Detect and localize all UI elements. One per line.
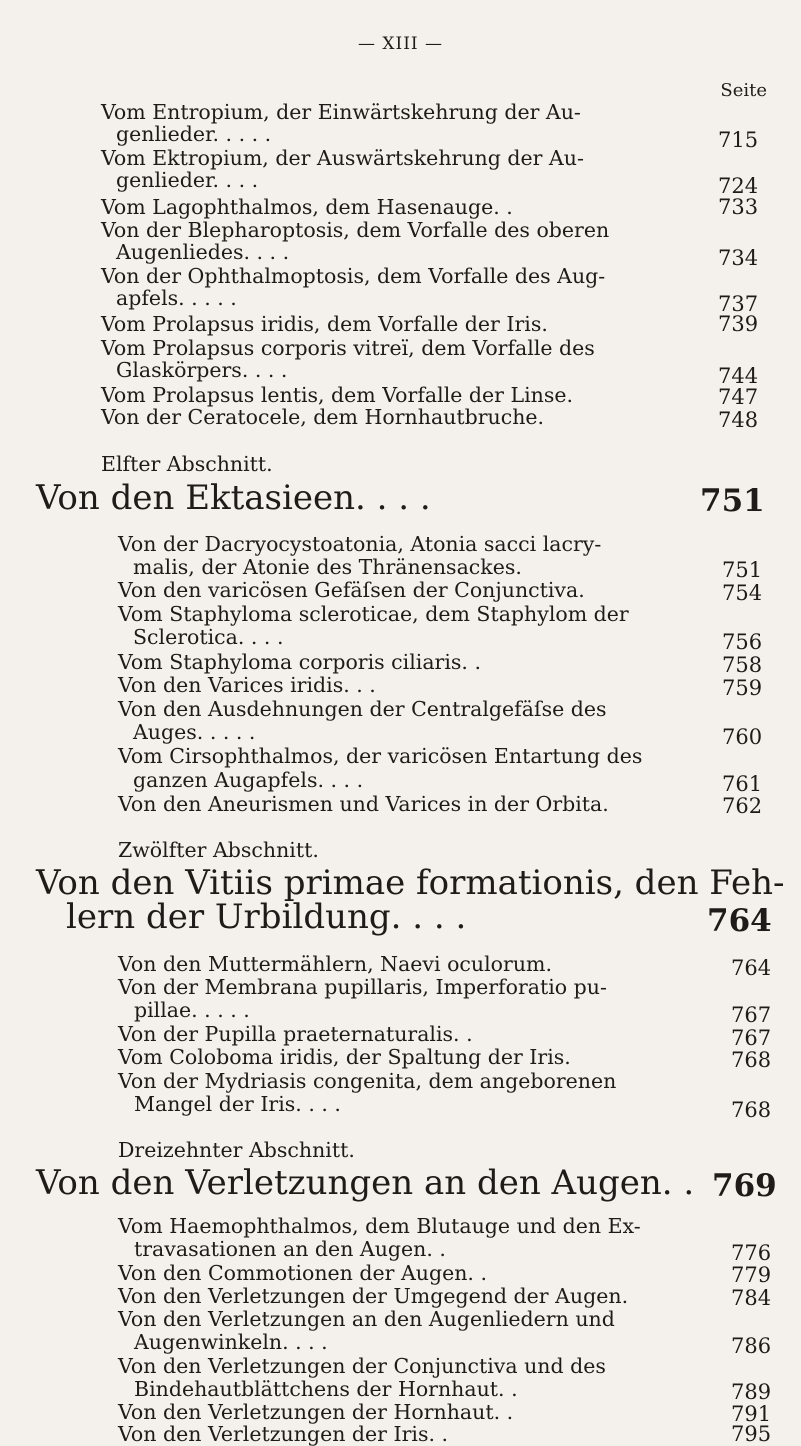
page-number: 748	[718, 408, 759, 432]
page-number: 724	[718, 174, 759, 198]
page-number: 776	[731, 1241, 772, 1265]
section-title: lern der Urbildung. . . .	[66, 897, 467, 937]
toc-line: Augenliedes. . . .	[116, 240, 290, 264]
section-label: Dreizehnter Abschnitt.	[118, 1138, 355, 1162]
page-number: 715	[718, 128, 759, 152]
page-number: 767	[731, 1003, 772, 1027]
toc-line: ganzen Augapfels. . . .	[133, 768, 364, 792]
toc-line: Von den Verletzungen der Conjunctiva und des	[118, 1354, 606, 1378]
toc-line: apfels. . . . .	[116, 286, 237, 310]
toc-line: Vom Prolapsus corporis vitreï, dem Vorfalle des	[101, 336, 595, 360]
toc-line: Vom Ektropium, der Auswärtskehrung der Au-	[101, 146, 584, 170]
toc-line: Von den Aneurismen und Varices in der Orbita.	[118, 792, 609, 816]
toc-line: Von der Mydriasis congenita, dem angeborenen	[118, 1069, 617, 1093]
toc-line: Von der Ophthalmoptosis, dem Vorfalle des Aug-	[101, 264, 606, 288]
toc-line: Glaskörpers. . . .	[116, 358, 288, 382]
toc-line: travasationen an den Augen. .	[134, 1237, 446, 1261]
page-number: 789	[731, 1380, 772, 1404]
seite-label: Seite	[720, 80, 767, 101]
page-number: 762	[722, 794, 763, 818]
section-label: Elfter Abschnitt.	[101, 452, 273, 476]
toc-line: Von der Dacryocystoatonia, Atonia sacci lacry-	[118, 532, 602, 556]
toc-line: Von den varicösen Gefäſsen der Conjunctiva.	[118, 578, 585, 602]
page-number: 761	[722, 772, 763, 796]
page-number: 760	[722, 725, 763, 749]
page-number: 733	[718, 195, 759, 219]
page-number: 756	[722, 630, 763, 654]
page-number: 769	[712, 1168, 777, 1204]
toc-line: Vom Cirsophthalmos, der varicösen Entartung des	[118, 744, 643, 768]
toc-line: Auges. . . . .	[133, 720, 256, 744]
toc-line: Von den Varices iridis. . .	[118, 673, 376, 697]
toc-line: Von den Muttermählern, Naevi oculorum.	[118, 952, 552, 976]
page-number: 768	[731, 1098, 772, 1122]
toc-line: Von den Verletzungen der Iris. .	[118, 1422, 449, 1446]
section-title: Von den Ektasieen. . . .	[36, 478, 431, 518]
toc-line: Vom Entropium, der Einwärtskehrung der Au-	[101, 100, 581, 124]
page-number: 779	[731, 1263, 772, 1287]
toc-line: Von der Ceratocele, dem Hornhautbruche.	[101, 405, 545, 429]
toc-line: Von den Commotionen der Augen. .	[118, 1261, 487, 1285]
toc-line: genlieder. . . .	[116, 168, 259, 192]
toc-line: Mangel der Iris. . . .	[134, 1092, 341, 1116]
page-number: 795	[731, 1422, 772, 1446]
page-header: — XIII —	[357, 34, 444, 54]
page-number: 784	[731, 1286, 772, 1310]
toc-line: Von der Pupilla praeternaturalis. .	[118, 1022, 473, 1046]
page-number: 764	[707, 903, 772, 939]
page-number: 791	[731, 1402, 772, 1426]
page-number: 754	[722, 581, 763, 605]
page-number: 764	[731, 956, 772, 980]
toc-line: Vom Prolapsus iridis, dem Vorfalle der Iris.	[101, 312, 548, 336]
toc-line: pillae. . . . .	[134, 998, 250, 1022]
toc-line: Von der Membrana pupillaris, Imperforatio pu-	[118, 975, 607, 999]
toc-line: Vom Staphyloma corporis ciliaris. .	[118, 650, 481, 674]
toc-line: Vom Lagophthalmos, dem Hasenauge. .	[101, 195, 513, 219]
page-number: 759	[722, 676, 763, 700]
toc-line: Augenwinkeln. . . .	[134, 1330, 328, 1354]
toc-line: malis, der Atonie des Thränensackes.	[133, 555, 522, 579]
toc-line: Von den Verletzungen an den Augenliedern und	[118, 1307, 615, 1331]
toc-line: genlieder. . . . .	[116, 122, 272, 146]
section-title: Von den Vitiis primae formationis, den Feh-	[36, 863, 785, 903]
toc-line: Vom Haemophthalmos, dem Blutauge und den Ex-	[118, 1214, 641, 1238]
page-number: 767	[731, 1026, 772, 1050]
toc-line: Von den Ausdehnungen der Centralgefäſse des	[118, 697, 607, 721]
section-label: Zwölfter Abschnitt.	[118, 838, 319, 862]
toc-line: Sclerotica. . . .	[133, 625, 284, 649]
page-number: 739	[718, 312, 759, 336]
toc-line: Bindehautblättchens der Hornhaut. .	[134, 1377, 518, 1401]
page-number: 744	[718, 364, 759, 388]
page-number: 747	[718, 385, 759, 409]
toc-line: Vom Prolapsus lentis, dem Vorfalle der Linse.	[101, 383, 574, 407]
page-number: 768	[731, 1048, 772, 1072]
toc-line: Vom Staphyloma scleroticae, dem Staphylom der	[118, 602, 629, 626]
page-number: 734	[718, 246, 759, 270]
toc-line: Von den Verletzungen der Hornhaut. .	[118, 1400, 514, 1424]
page-number: 751	[700, 483, 765, 519]
toc-line: Von den Verletzungen der Umgegend der Augen.	[118, 1284, 629, 1308]
toc-line: Vom Coloboma iridis, der Spaltung der Iris.	[118, 1045, 571, 1069]
page-number: 737	[718, 292, 759, 316]
page-number: 758	[722, 653, 763, 677]
page-number: 751	[722, 558, 763, 582]
toc-line: Von der Blepharoptosis, dem Vorfalle des oberen	[101, 218, 610, 242]
page-number: 786	[731, 1334, 772, 1358]
section-title: Von den Verletzungen an den Augen. .	[36, 1163, 695, 1203]
